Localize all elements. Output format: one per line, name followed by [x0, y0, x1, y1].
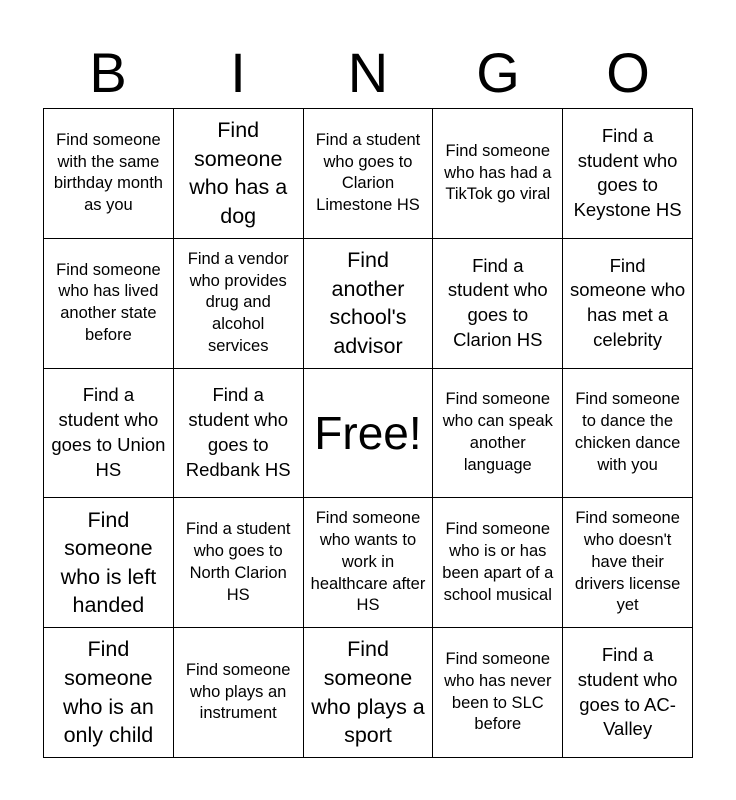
bingo-cell-r0c1[interactable]	[174, 109, 304, 239]
bingo-cell-r2c4[interactable]	[563, 369, 693, 499]
bingo-cell-text: Find someone with the same birthday month as you	[53, 130, 163, 215]
bingo-cell-r1c4[interactable]	[563, 239, 693, 369]
bingo-cell-text: Find someone who has a dog	[189, 118, 288, 228]
header-letter-g: G	[476, 41, 520, 104]
bingo-cell-text: Find someone who is an only child	[62, 637, 154, 748]
bingo-cell-text: Find a student who goes to North Clarion HS	[185, 520, 291, 604]
bingo-cell-r3c1[interactable]	[174, 498, 304, 628]
header-letter-o: O	[606, 41, 650, 104]
header-letter-b: B	[89, 41, 127, 104]
bingo-cell-r2c0[interactable]	[44, 369, 174, 499]
bingo-cell-r0c3[interactable]	[433, 109, 563, 239]
bingo-cell-text: Find another school's advisor	[329, 248, 407, 358]
bingo-cell-r1c3[interactable]	[433, 239, 563, 369]
bingo-cell-r3c0[interactable]	[44, 498, 174, 628]
bingo-cell-text: Find a student who goes to Redbank HS	[185, 384, 291, 480]
bingo-cell-text: Find a student who goes to Keystone HS	[573, 124, 682, 221]
bingo-cell-r3c3[interactable]	[433, 498, 563, 628]
bingo-cell-text: Find a student who goes to Clarion Limestone HS	[315, 130, 421, 215]
bingo-cell-text: Find someone who plays an instrument	[185, 660, 291, 723]
bingo-cell-r4c1[interactable]	[174, 628, 304, 758]
bingo-cell-r3c2[interactable]	[304, 498, 434, 628]
bingo-cell-text: Find a student who goes to Clarion HS	[447, 254, 548, 350]
bingo-cell-text: Find someone who is left handed	[60, 507, 157, 618]
bingo-cell-text: Find someone who plays a sport	[311, 637, 425, 748]
bingo-cell-text: Find someone who has met a celebrity	[570, 254, 686, 350]
bingo-cell-text: Find someone who doesn't have their drivers license yet	[574, 509, 681, 615]
free-space-text: Free!	[314, 406, 422, 459]
bingo-cell-r1c2[interactable]	[304, 239, 434, 369]
bingo-cell-r0c2[interactable]	[304, 109, 434, 239]
bingo-cell-text: Find someone who can speak another language	[442, 390, 553, 474]
bingo-cell-text: Find someone who has had a TikTok go viral	[444, 141, 552, 204]
bingo-cell-r2c1[interactable]	[174, 369, 304, 499]
bingo-cell-text: Find someone to dance the chicken dance with you	[574, 390, 681, 474]
bingo-cell-r3c4[interactable]	[563, 498, 693, 628]
bingo-cell-text: Find a student who goes to Union HS	[51, 384, 166, 480]
bingo-cell-text: Find someone who has never been to SLC before	[444, 650, 552, 734]
bingo-cell-r4c0[interactable]	[44, 628, 174, 758]
header-letter-i: I	[230, 41, 246, 104]
bingo-cell-text: Find a vendor who provides drug and alcohol services	[187, 249, 289, 355]
bingo-cell-r0c4[interactable]	[563, 109, 693, 239]
bingo-header	[43, 40, 693, 106]
bingo-cell-r4c3[interactable]	[433, 628, 563, 758]
bingo-cell-r4c4[interactable]	[563, 628, 693, 758]
bingo-cell-text: Find someone who is or has been apart of a school musical	[442, 520, 554, 604]
bingo-cell-r0c0[interactable]	[44, 109, 174, 239]
bingo-cell-r1c1[interactable]	[174, 239, 304, 369]
bingo-cell-text: Find a student who goes to AC-Valley	[577, 644, 678, 740]
bingo-cell-r1c0[interactable]	[44, 239, 174, 369]
bingo-cell-r2c3[interactable]	[433, 369, 563, 499]
bingo-cell-r4c2[interactable]	[304, 628, 434, 758]
bingo-cell-text: Find someone who wants to work in healthcare after HS	[310, 509, 426, 615]
bingo-card-grid	[43, 108, 693, 758]
bingo-cell-text: Find someone who has lived another state before	[56, 260, 161, 344]
header-letter-n: N	[347, 41, 389, 104]
free-space-cell[interactable]	[304, 369, 434, 499]
